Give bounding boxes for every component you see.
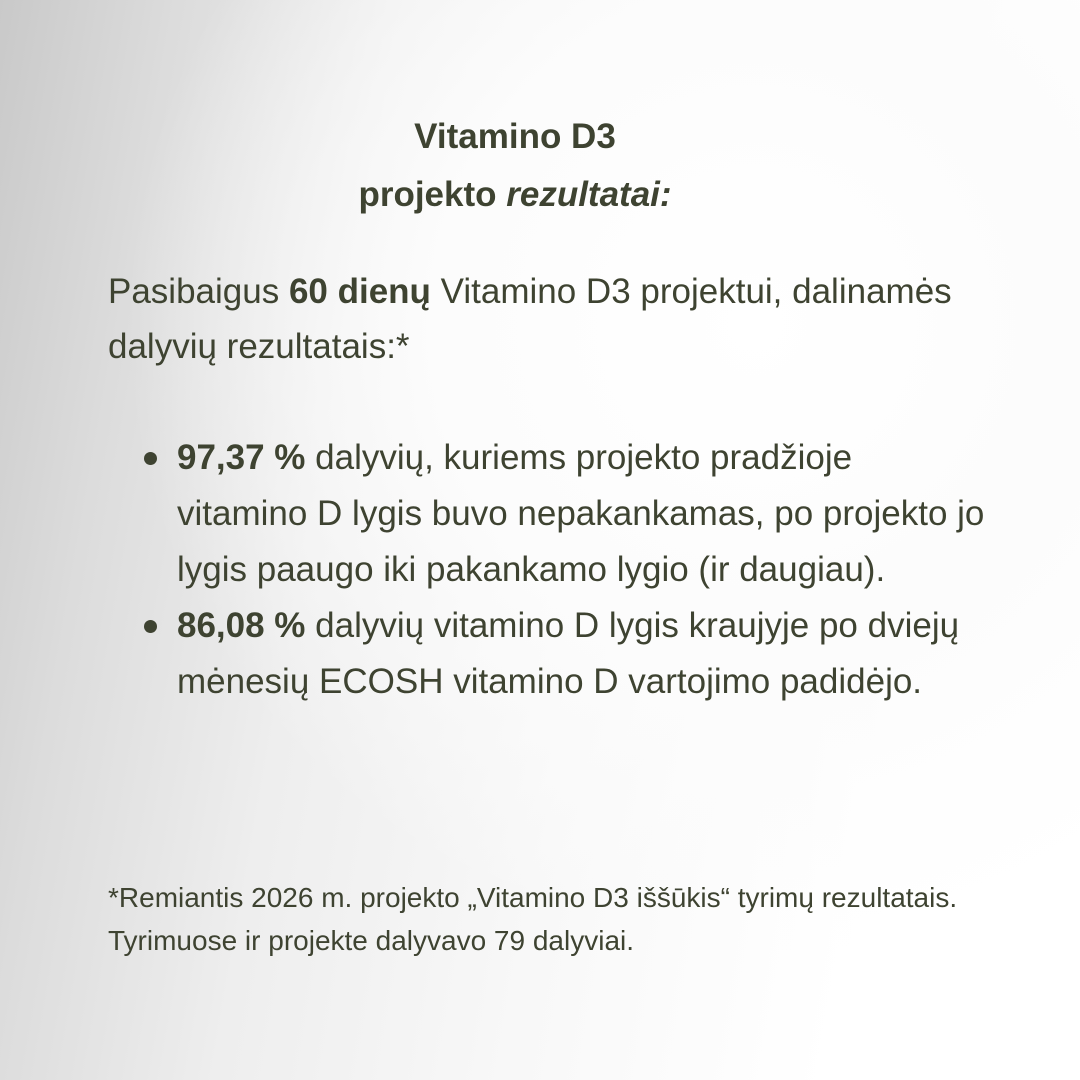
title-line-1: Vitamino D3 [414,117,616,156]
footnote: *Remiantis 2026 m. projekto „Vitamino D3 iššūkis“ tyrimų rezultatais. Tyrimuose ir projekte dalyvavo 79 dalyviai. [108,882,958,956]
intro-paragraph [108,264,1008,374]
result-percentage: 86,08 % [177,606,306,645]
title-line-2-emphasis: rezultatai: [506,175,672,214]
list-item [108,430,988,598]
results-list [108,430,988,710]
bullet-dot-icon [144,620,157,633]
intro-suffix: Vitamino D3 projektui, dalinamės dalyvių rezultatais:* [108,272,952,366]
title-line-2 [0,166,1030,224]
intro-prefix: Pasibaigus [108,272,289,311]
page-title [0,108,1030,224]
result-text: dalyvių, kuriems projekto pradžioje vitamino D lygis buvo nepakankamas, po projekto jo lygis paaugo iki pakankamo lygio (ir daugiau). [177,438,985,589]
title-line-2-prefix: projekto [358,175,507,214]
result-text: dalyvių vitamino D lygis kraujyje po dviejų mėnesių ECOSH vitamino D vartojimo padidėjo. [177,606,960,701]
intro-duration: 60 dienų [288,272,431,311]
result-percentage: 97,37 % [177,438,306,477]
bullet-dot-icon [144,452,157,465]
list-item [108,598,988,710]
